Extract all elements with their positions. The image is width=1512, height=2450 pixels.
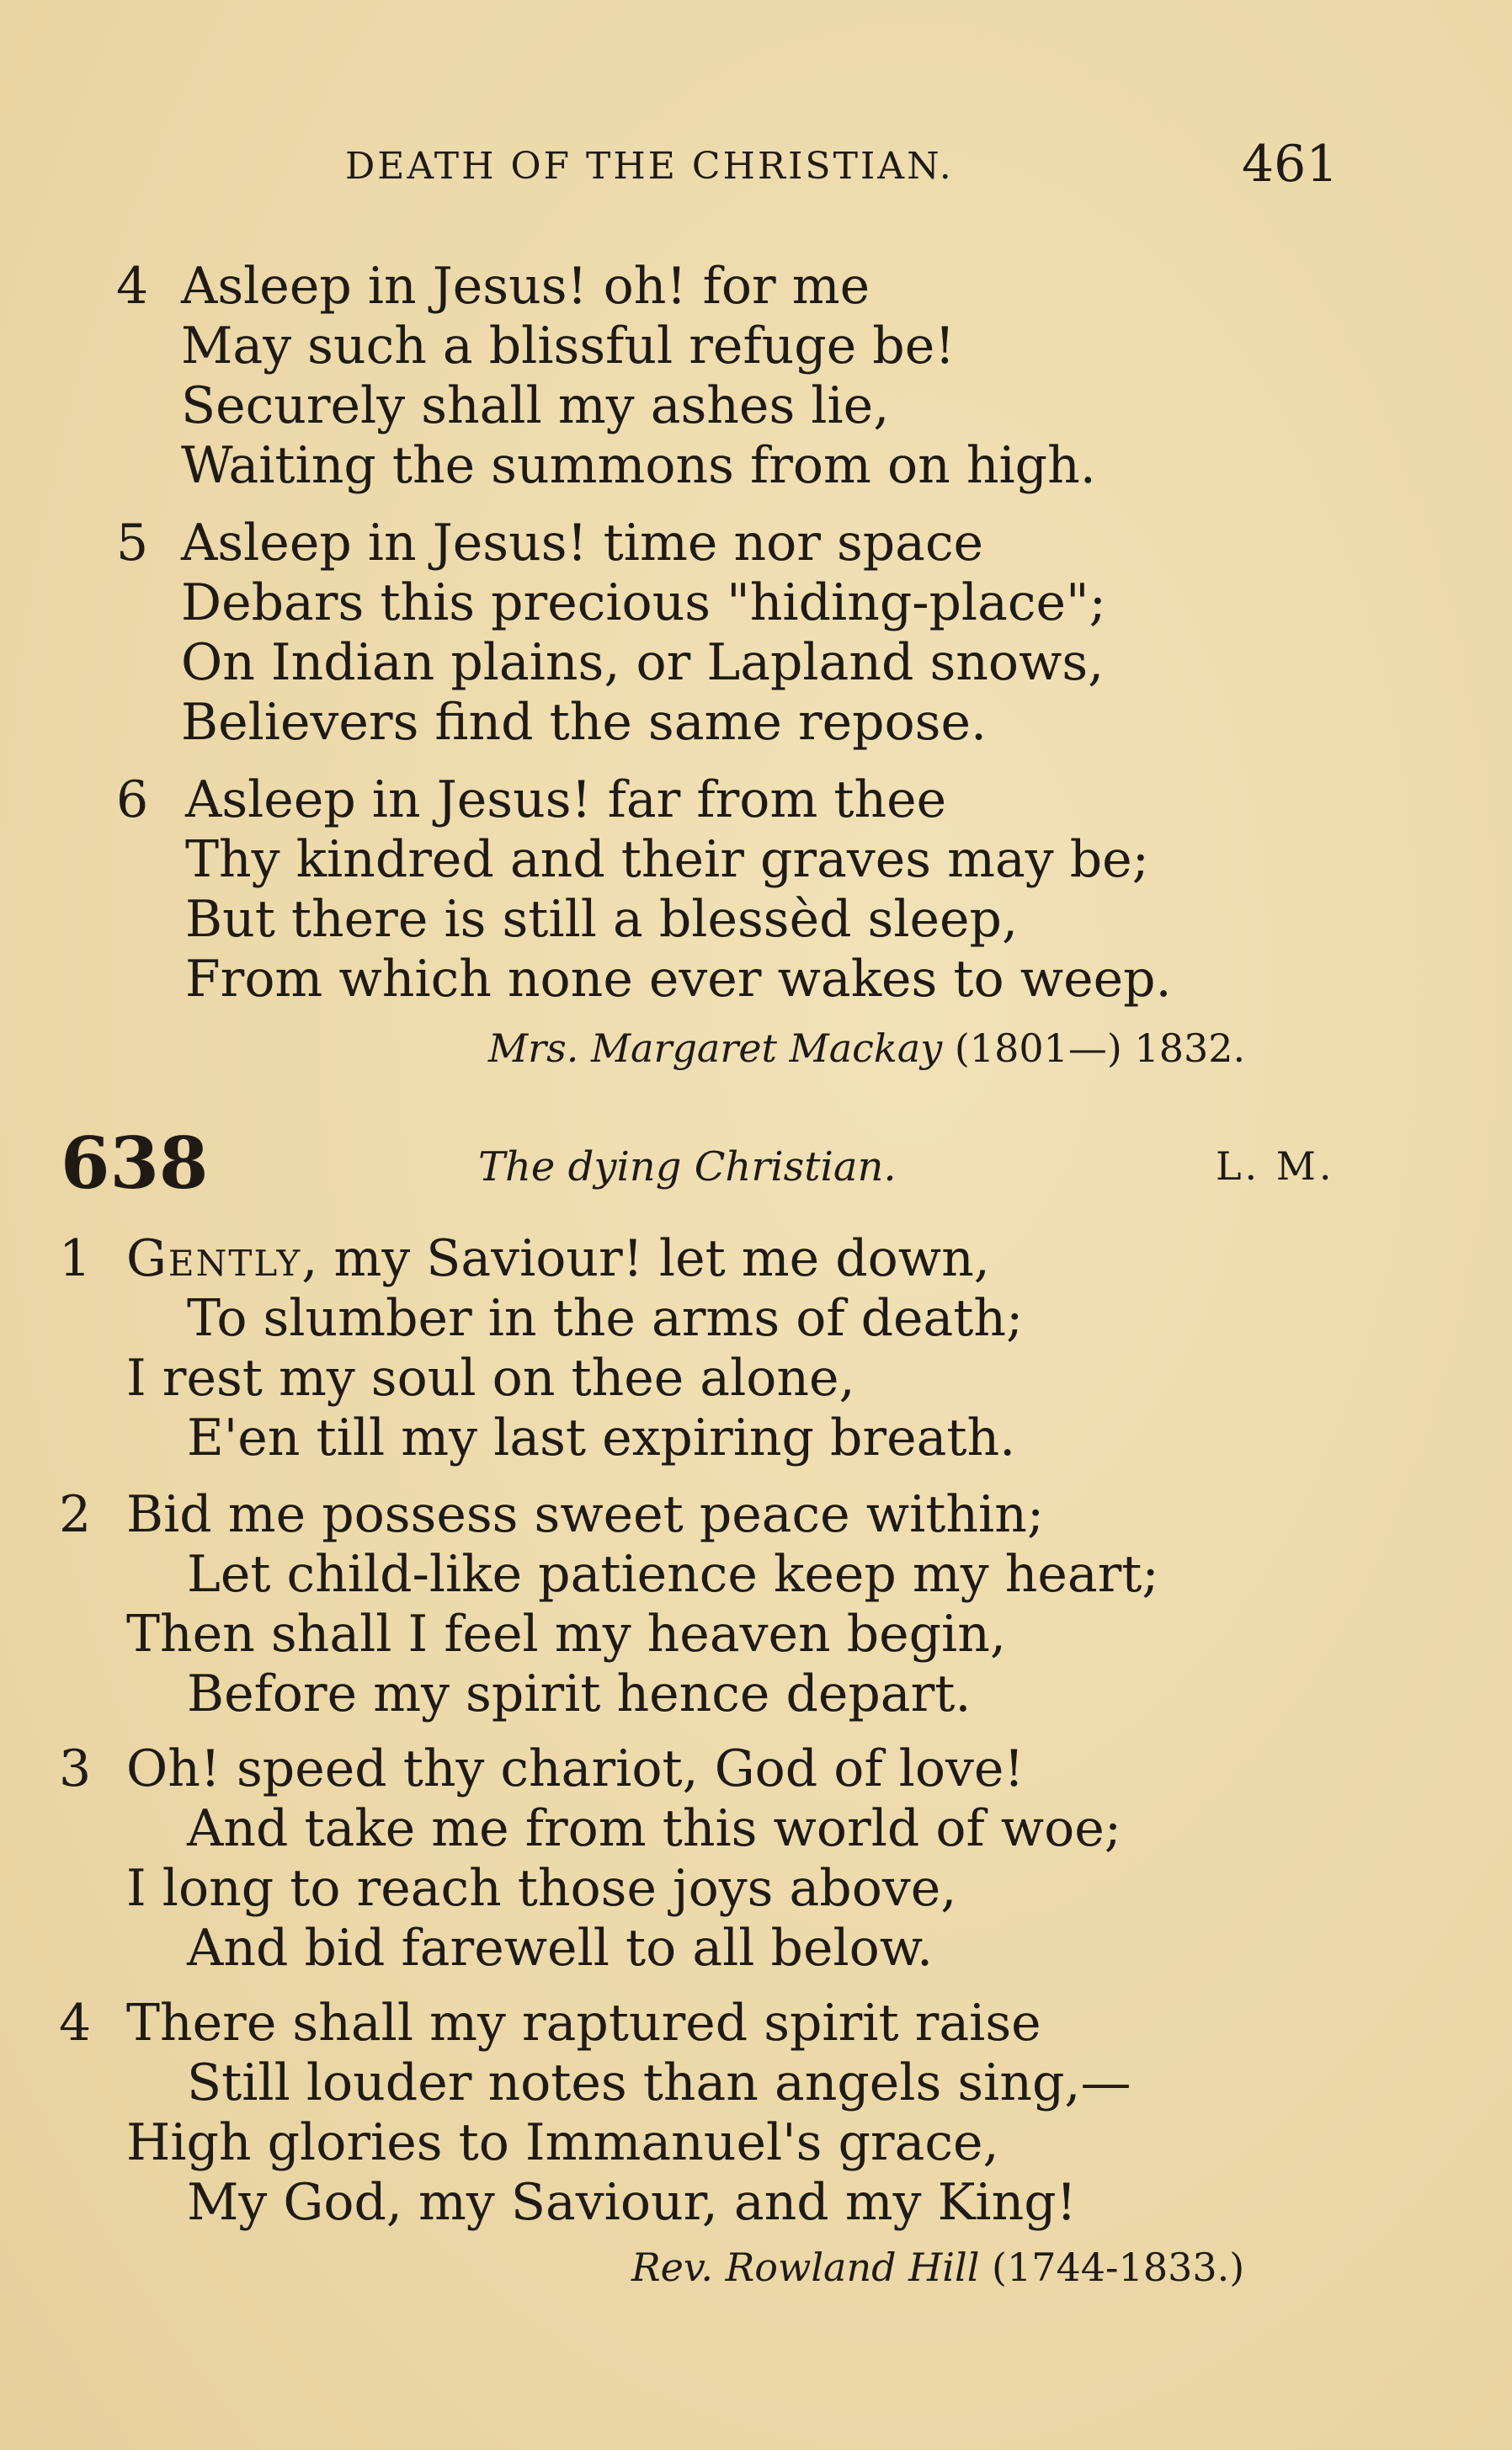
first-word: Gently — [126, 1229, 302, 1288]
attribution-637 — [488, 1025, 1245, 1071]
stanza-line: But there is still a blessèd sleep, — [185, 890, 1019, 949]
stanza-line: Asleep in Jesus! far from thee — [185, 770, 947, 829]
stanza-number: 5 — [116, 514, 149, 573]
author-dates: (1744-1833.) — [979, 2245, 1245, 2290]
stanza-number: 4 — [59, 1994, 92, 2053]
stanza-number: 2 — [59, 1485, 92, 1544]
stanza-number: 4 — [116, 257, 149, 316]
stanza-line: There shall my raptured spirit raise — [126, 1994, 1041, 2053]
stanza-line: E'en till my last expiring breath. — [187, 1409, 1016, 1467]
stanza-line: Thy kindred and their graves may be; — [185, 830, 1149, 889]
stanza-line: May such a blissful refuge be! — [181, 317, 956, 375]
stanza-line: From which none ever wakes to weep. — [185, 950, 1172, 1009]
stanza-line: To slumber in the arms of death; — [187, 1289, 1024, 1348]
stanza-line: High glories to Immanuel's grace, — [126, 2113, 999, 2172]
stanza-line: Bid me possess sweet peace within; — [126, 1485, 1045, 1544]
stanza-line: Waiting the summons from on high. — [181, 436, 1096, 495]
stanza-line: And bid farewell to all below. — [187, 1919, 934, 1978]
stanza-line: Securely shall my ashes lie, — [181, 376, 890, 435]
page-number: 461 — [1242, 135, 1339, 194]
stanza-line: I rest my soul on thee alone, — [126, 1349, 855, 1408]
stanza-line: On Indian plains, or Lapland snows, — [181, 633, 1105, 692]
author-name: Rev. Rowland Hill — [631, 2245, 980, 2290]
stanza-line: Believers find the same repose. — [181, 693, 988, 752]
stanza-line: And take me from this world of woe; — [187, 1799, 1121, 1858]
stanza-number: 3 — [59, 1739, 92, 1798]
stanza-line: Asleep in Jesus! oh! for me — [181, 257, 870, 316]
stanza-line: Before my spirit hence depart. — [187, 1664, 972, 1723]
stanza-line-first — [126, 1229, 990, 1288]
hymn-title: The dying Christian. — [478, 1143, 897, 1190]
stanza-line: Debars this precious "hiding-place"; — [181, 573, 1106, 632]
stanza-number: 6 — [116, 770, 149, 829]
author-name: Mrs. Margaret Mackay — [488, 1025, 943, 1071]
stanza-line: Let child-like patience keep my heart; — [187, 1545, 1159, 1604]
stanza-line: Asleep in Jesus! time nor space — [181, 514, 984, 573]
author-dates: (1801—) 1832. — [942, 1025, 1246, 1071]
stanza-line: Then shall I feel my heaven begin, — [126, 1605, 1006, 1664]
stanza-line: My God, my Saviour, and my King! — [187, 2173, 1077, 2232]
stanza-line: Still louder notes than angels sing,— — [187, 2053, 1131, 2112]
first-line-rest: , my Saviour! let me down, — [301, 1229, 990, 1288]
running-head: DEATH OF THE CHRISTIAN. — [345, 145, 954, 188]
stanza-line: I long to reach those joys above, — [126, 1859, 957, 1918]
hymn-number: 638 — [61, 1121, 209, 1205]
attribution-638 — [631, 2245, 1244, 2290]
hymn-meter: L. M. — [1216, 1143, 1335, 1189]
stanza-number: 1 — [59, 1229, 92, 1288]
stanza-line: Oh! speed thy chariot, God of love! — [126, 1739, 1025, 1798]
